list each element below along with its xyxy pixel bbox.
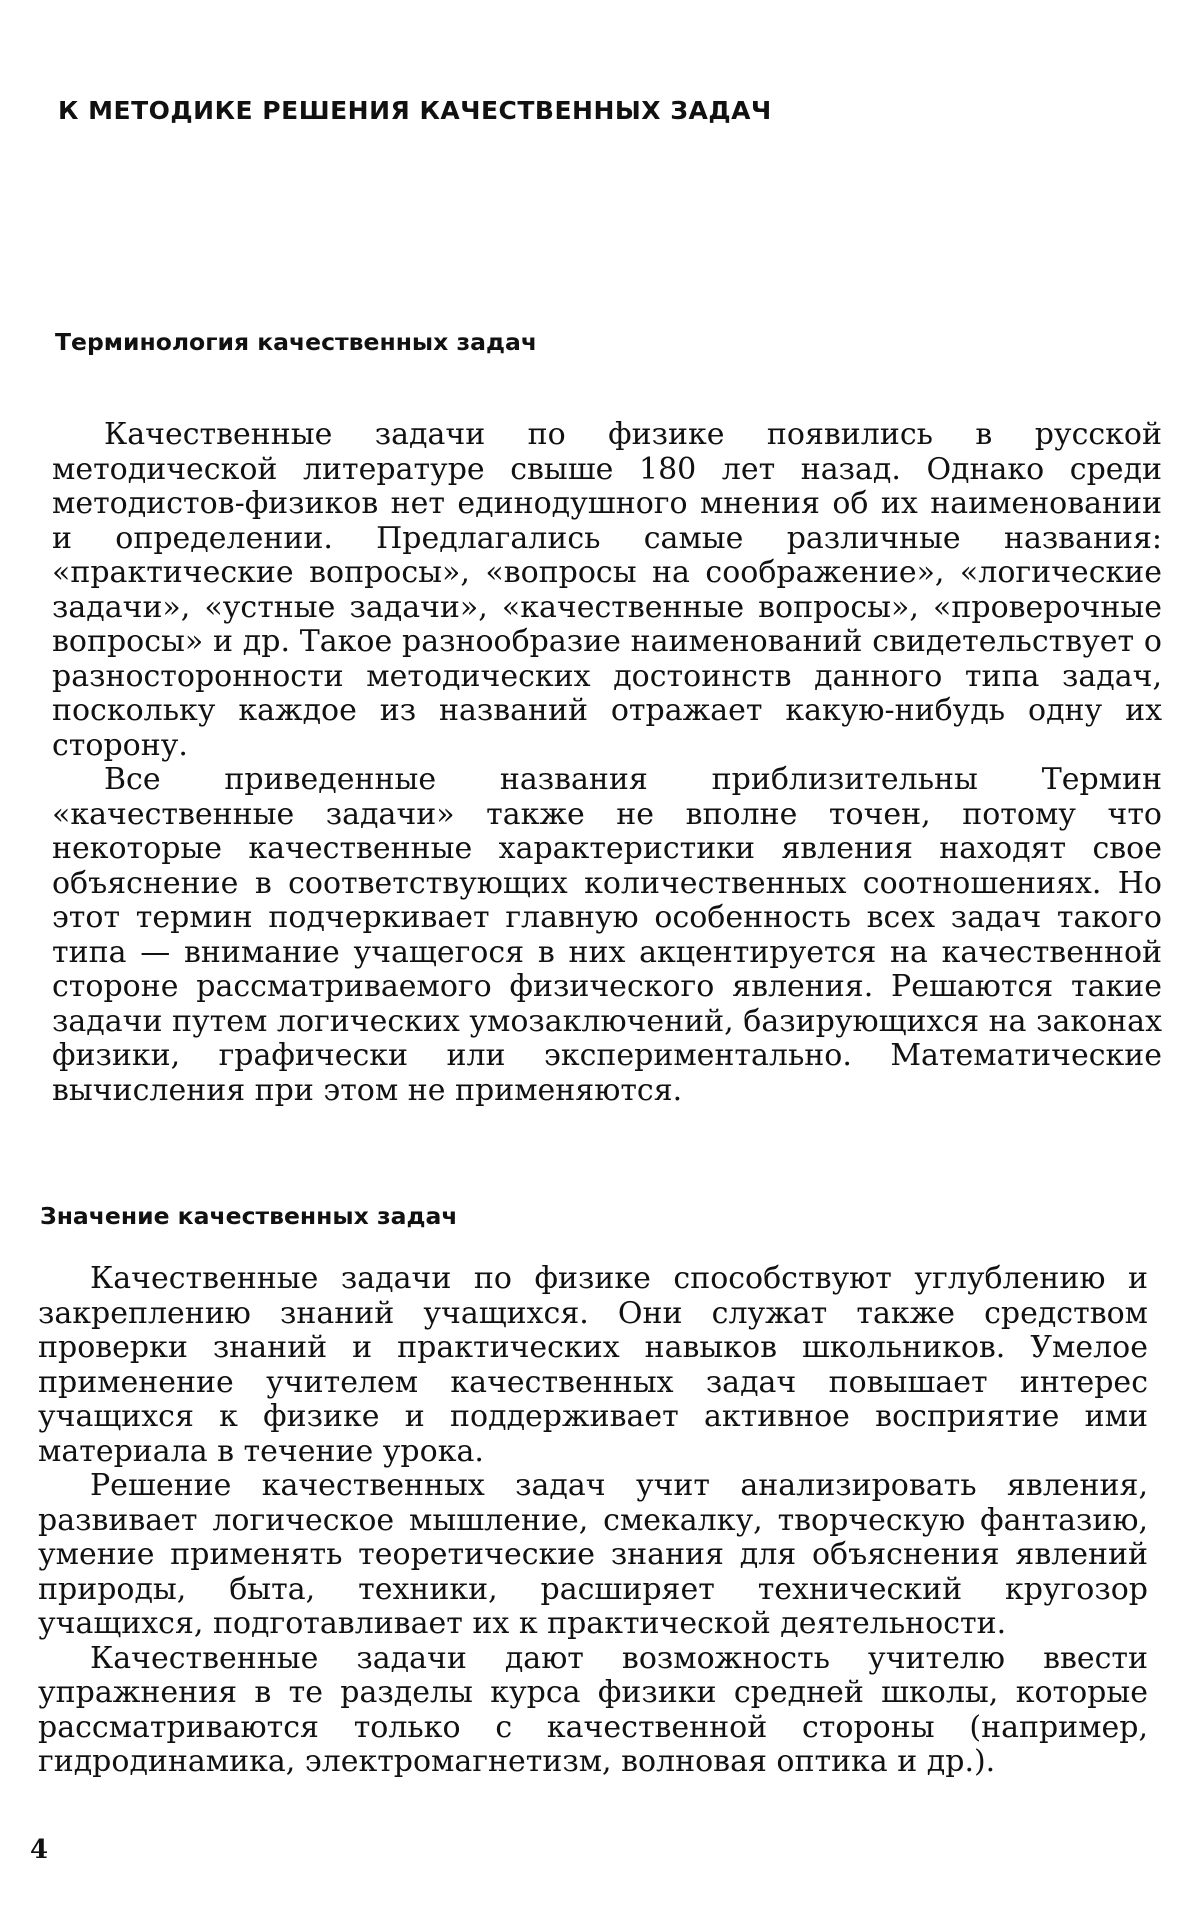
page-title: К МЕТОДИКЕ РЕШЕНИЯ КАЧЕСТВЕННЫХ ЗАДАЧ: [58, 96, 772, 125]
section-heading-significance: Значение качественных задач: [40, 1202, 458, 1230]
paragraph: Качественные задачи по физике появились в русской методической литературе свыше 180 лет назад. Однако среди методистов-физиков нет единодушного мнения об их наименовании и определении. Предлагались самые различные названия: «практические вопросы», «вопросы на соображение», «логические задачи», «устные задачи», «качественные вопросы», «проверочные вопросы» и др. Такое разнообразие наименований свидетельствует о разносторонности методических достоинств данного типа задач, поскольку каждое из названий отражает какую-нибудь одну их сторону.: [52, 417, 1162, 763]
page-number: 4: [30, 1835, 49, 1865]
section-heading-terminology: Терминология качественных задач: [55, 328, 538, 356]
paragraph: Качественные задачи по физике способствуют углублению и закреплению знаний учащихся. Они служат также средством проверки знаний и практических навыков школьников. Умелое применение учителем качественных задач повышает интерес учащихся к физике и поддерживает активное восприятие ими материала в течение урока.: [38, 1261, 1148, 1469]
section-body-significance: [38, 1262, 1148, 1780]
paragraph: Качественные задачи дают возможность учителю ввести упражнения в те разделы курса физики средней школы, которые рассматриваются только с качественной стороны (например, гидродинамика, электромагнетизм, волновая оптика и др.).: [38, 1640, 1148, 1779]
paragraph: Все приведенные названия приблизительны Термин «качественные задачи» также не вполне точен, потому что некоторые качественные характеристики явления находят свое объяснение в соответствующих количественных соотношениях. Но этот термин подчеркивает главную особенность всех задач такого типа — внимание учащегося в них акцентируется на качественной стороне рассматриваемого физического явления. Решаются такие задачи путем логических умозаключений, базирующихся на законах физики, графически или экспериментально. Математические вычисления при этом не применяются.: [52, 762, 1162, 1108]
paragraph: Решение качественных задач учит анализировать явления, развивает логическое мышление, смекалку, творческую фантазию, умение применять теоретические знания для объяснения явлений природы, быта, техники, расширяет технический кругозор учащихся, подготавливает их к практической деятельности.: [38, 1468, 1148, 1641]
section-body-terminology: [52, 418, 1162, 1108]
